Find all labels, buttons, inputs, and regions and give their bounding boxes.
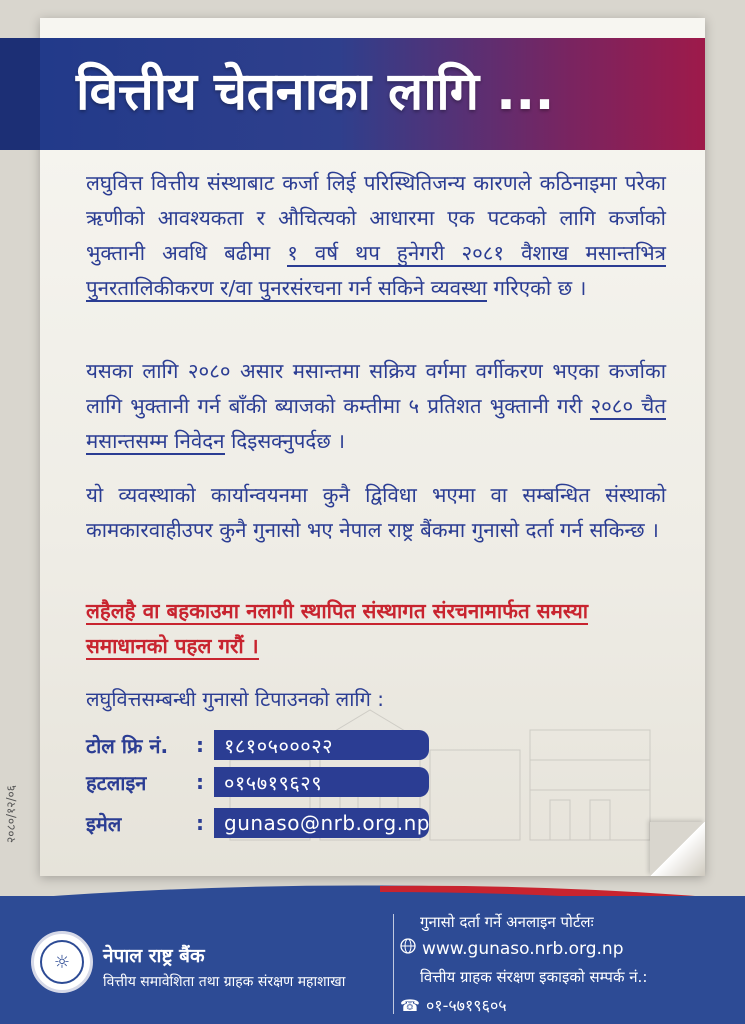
globe-icon (400, 938, 416, 959)
unit-phone-number[interactable]: ०१-५७१९६०५ (425, 996, 507, 1015)
paragraph-end: गरिएको छ । (487, 276, 587, 300)
page-curl (650, 822, 705, 876)
highlight-text: १ वर्ष थप हुनेगरी २०८१ वैशाख मसान्तभित्र पुनरतालिकीकरण र/वा पुनरसंरचना गर्न सकिने व्यवस्था (86, 241, 666, 300)
page-title: वित्तीय चेतनाका लागि ... (76, 62, 554, 122)
email-address[interactable]: gunaso@nrb.org.np (214, 808, 429, 838)
paragraph-end: दिइसक्नुपर्दछ । (224, 429, 345, 453)
phone-icon: ☎ (400, 995, 420, 1015)
alert-message (86, 594, 666, 664)
contact-colon: : (196, 733, 204, 757)
contact-toll-free (86, 729, 429, 761)
bank-name: नेपाल राष्ट्र बैंक (103, 945, 205, 967)
highlight-text: २०८० चैत मसान्तसम्म निवेदन (86, 394, 667, 453)
contact-email (86, 807, 429, 839)
paragraph-application (86, 354, 666, 459)
paragraph-rescheduling (86, 166, 666, 306)
unit-phone-row (400, 994, 507, 1016)
bank-division: वित्तीय समावेशिता तथा ग्राहक संरक्षण महाशाखा (103, 974, 346, 990)
portal-link-row (400, 938, 624, 959)
contact-colon: : (196, 811, 204, 835)
unit-label: वित्तीय ग्राहक संरक्षण इकाइको सम्पर्क नं.: (420, 968, 648, 986)
nrb-emblem (31, 931, 93, 993)
emblem-icon: ☼ (40, 940, 84, 984)
paragraph-complaint: यो व्यवस्थाको कार्यान्वयनमा कुनै द्विविधा भएमा वा सम्बन्धित संस्थाको कामकारवाहीउपर कुनै गुनासो भए नेपाल राष्ट्र बैंकमा गुनासो दर्ता गर्न सकिन्छ । (86, 483, 666, 542)
toll-free-number[interactable]: १८१०५०००२२ (214, 730, 429, 760)
complaint-heading: लघुवित्तसम्बन्धी गुनासो टिपाउनको लागि : (86, 687, 384, 711)
paragraph-text: यसका लागि २०८० असार मसान्तमा सक्रिय वर्गमा वर्गीकरण भएका कर्जाका लागि भुक्तानी गर्न बाँकी ब्याजको कम्तीमा ५ प्रतिशत भुक्तानी गरी (86, 359, 666, 418)
alert-text: लहैलहै वा बहकाउमा नलागी स्थापित संस्थागत संरचनामार्फत समस्या समाधानको पहल गरौं । (86, 599, 589, 658)
contact-label: इमेल (86, 811, 122, 836)
contact-label: हटलाइन (86, 770, 147, 795)
footer-divider (393, 914, 394, 1014)
paragraph-text: लघुवित्त वित्तीय संस्थाबाट कर्जा लिई परिस्थितिजन्य कारणले कठिनाइमा परेका ऋणीको आवश्यकता र औचित्यको आधारमा एक पटकको लागि कर्जाको भुक्तानी अवधि बढीमा (86, 171, 666, 265)
contact-colon: : (196, 770, 204, 794)
portal-url[interactable]: www.gunaso.nrb.org.np (422, 938, 624, 959)
side-date: २०८०/१२/०६ (4, 784, 18, 843)
portal-label: गुनासो दर्ता गर्ने अनलाइन पोर्टलः (420, 913, 594, 931)
banner-tail (0, 38, 40, 150)
contact-hotline (86, 766, 429, 798)
hotline-number[interactable]: ०१५७१९६२९ (214, 767, 429, 797)
contact-label: टोल फ्रि नं. (86, 733, 169, 758)
